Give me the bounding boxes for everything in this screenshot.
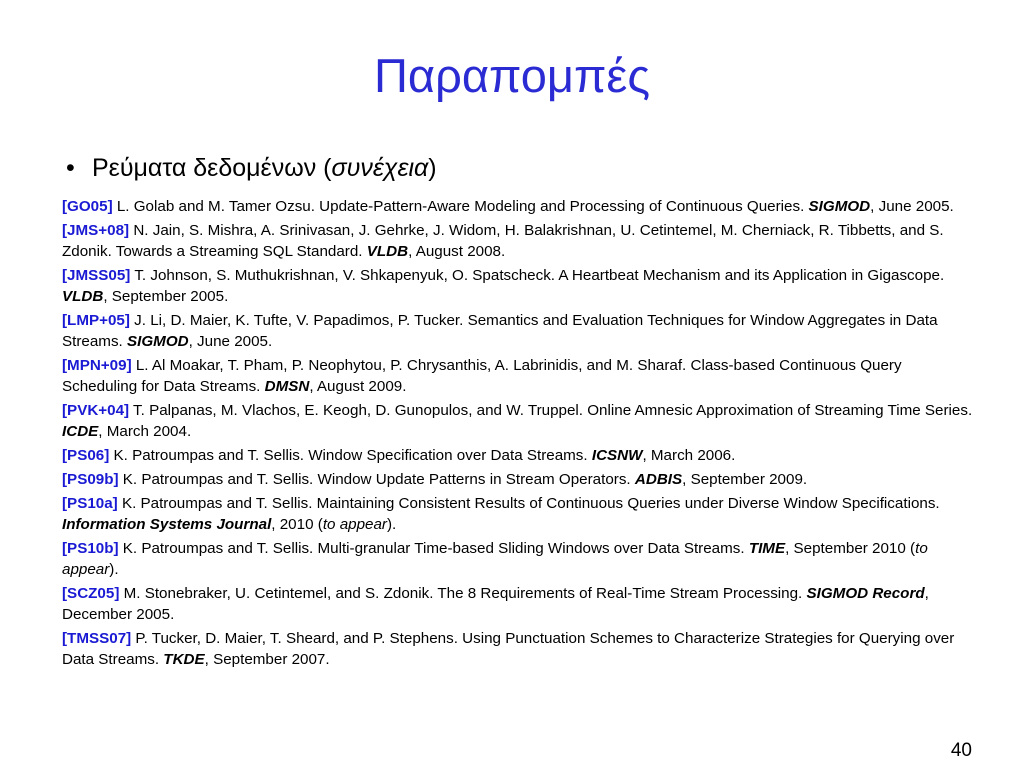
reference-end: ). bbox=[109, 561, 119, 578]
reference-italic: to appear bbox=[62, 540, 928, 578]
bullet-dot-icon: • bbox=[66, 154, 75, 182]
reference-key: [SCZ05] bbox=[62, 585, 120, 602]
reference-text: M. Stonebraker, U. Cetintemel, and S. Zdonik. The 8 Requirements of Real-Time Stream Processing. bbox=[119, 585, 807, 602]
reference-venue: TKDE bbox=[163, 651, 205, 668]
reference-venue: SIGMOD Record bbox=[806, 585, 925, 602]
reference-venue: ADBIS bbox=[634, 471, 683, 488]
reference-venue: VLDB bbox=[62, 288, 104, 305]
reference-text: K. Patroumpas and T. Sellis. Multi-granular Time-based Sliding Windows over Data Streams. bbox=[118, 540, 749, 557]
reference-text: T. Palpanas, M. Vlachos, E. Keogh, D. Gunopulos, and W. Truppel. Online Amnesic Approximation of Streaming Time Series. bbox=[129, 402, 973, 419]
reference-item bbox=[62, 400, 980, 442]
reference-item bbox=[62, 196, 980, 217]
reference-key: [JMSS05] bbox=[62, 267, 131, 284]
reference-tail: , September 2009. bbox=[682, 471, 808, 488]
reference-key: [GO05] bbox=[62, 198, 113, 215]
reference-venue: ICDE bbox=[62, 423, 99, 440]
bullet-italic: συνέχεια bbox=[331, 154, 429, 182]
reference-tail: , June 2005. bbox=[870, 198, 954, 215]
reference-venue: ICSNW bbox=[591, 447, 643, 464]
bullet-text: Ρεύματα δεδομένων ( bbox=[92, 154, 332, 182]
reference-item bbox=[62, 469, 980, 490]
reference-item bbox=[62, 445, 980, 466]
reference-key: [JMS+08] bbox=[62, 222, 130, 239]
reference-text: L. Al Moakar, T. Pham, P. Neophytou, P. Chrysanthis, A. Labrinidis, and M. Sharaf. Class-based Continuous Query Scheduling for Data Streams. bbox=[62, 357, 902, 395]
reference-tail: , September 2007. bbox=[204, 651, 330, 668]
reference-key: [LMP+05] bbox=[62, 312, 130, 329]
reference-tail: , December 2005. bbox=[62, 585, 929, 623]
reference-text: K. Patroumpas and T. Sellis. Window Specification over Data Streams. bbox=[109, 447, 592, 464]
reference-venue: TIME bbox=[748, 540, 786, 557]
reference-item bbox=[62, 265, 980, 307]
reference-item bbox=[62, 355, 980, 397]
reference-text: K. Patroumpas and T. Sellis. Maintaining Consistent Results of Continuous Queries under Diverse Window Specifications. bbox=[117, 495, 940, 512]
reference-text: N. Jain, S. Mishra, A. Srinivasan, J. Gehrke, J. Widom, H. Balakrishnan, U. Cetintemel, M. Cherniack, R. Tibbetts, and S. Zdonik. Towards a Streaming SQL Standard. bbox=[62, 222, 944, 260]
reference-tail: , August 2009. bbox=[309, 378, 407, 395]
reference-tail: , 2010 ( bbox=[271, 516, 323, 533]
reference-tail: , August 2008. bbox=[408, 243, 506, 260]
reference-italic: to appear bbox=[322, 516, 387, 533]
bullet-close: ) bbox=[428, 154, 437, 182]
reference-item bbox=[62, 583, 980, 625]
slide-title: Παραπομπές bbox=[373, 49, 651, 102]
reference-key: [PS06] bbox=[62, 447, 110, 464]
reference-key: [PS10a] bbox=[62, 495, 118, 512]
reference-venue: SIGMOD bbox=[127, 333, 189, 350]
reference-key: [TMSS07] bbox=[62, 630, 132, 647]
reference-item bbox=[62, 628, 980, 670]
reference-key: [MPN+09] bbox=[62, 357, 132, 374]
reference-end: ). bbox=[387, 516, 397, 533]
reference-item bbox=[62, 220, 980, 262]
reference-item bbox=[62, 310, 980, 352]
reference-text: J. Li, D. Maier, K. Tufte, V. Papadimos, P. Tucker. Semantics and Evaluation Techniques for Window Aggregates in Data Streams. bbox=[62, 312, 938, 350]
reference-tail: , March 2006. bbox=[642, 447, 736, 464]
reference-text: L. Golab and M. Tamer Ozsu. Update-Pattern-Aware Modeling and Processing of Continuous Queries. bbox=[112, 198, 809, 215]
reference-tail: , June 2005. bbox=[188, 333, 273, 350]
reference-item bbox=[62, 493, 980, 535]
reference-key: [PVK+04] bbox=[62, 402, 130, 419]
reference-venue: VLDB bbox=[366, 243, 409, 260]
section-bullet bbox=[66, 152, 437, 184]
reference-text: K. Patroumpas and T. Sellis. Window Update Patterns in Stream Operators. bbox=[118, 471, 635, 488]
reference-text: P. Tucker, D. Maier, T. Sheard, and P. Stephens. Using Punctuation Schemes to Characterize Strategies for Querying over Data Streams. bbox=[62, 630, 955, 668]
reference-tail: , March 2004. bbox=[98, 423, 192, 440]
reference-tail: , September 2010 ( bbox=[785, 540, 916, 557]
reference-tail: , September 2005. bbox=[103, 288, 229, 305]
reference-text: T. Johnson, S. Muthukrishnan, V. Shkapenyuk, O. Spatscheck. A Heartbeat Mechanism and its Application in Gigascope. bbox=[130, 267, 945, 284]
reference-key: [PS10b] bbox=[62, 540, 119, 557]
reference-key: [PS09b] bbox=[62, 471, 119, 488]
reference-venue: Information Systems Journal bbox=[62, 516, 272, 533]
reference-venue: SIGMOD bbox=[808, 198, 871, 215]
reference-venue: DMSN bbox=[264, 378, 310, 395]
page-number: 40 bbox=[950, 740, 972, 761]
reference-item bbox=[62, 538, 980, 580]
reference-list bbox=[62, 196, 980, 673]
